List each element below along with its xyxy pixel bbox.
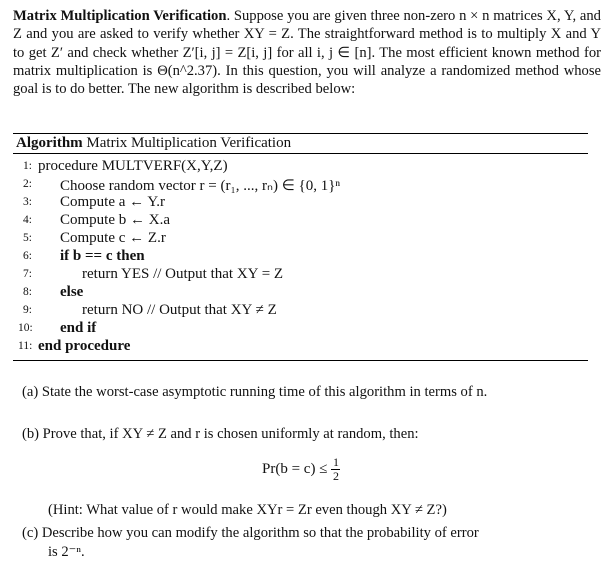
line-code: Compute c ← Z.r [60,230,166,246]
algorithm-header [16,135,291,152]
algorithm-bottom-rule [13,360,588,361]
problem-text: . Suppose you are given three non-zero n × n matrices X, Y, and Z and you are asked to verify whether XY = Z. The straightforward method is to multiply X and Y to get Z′ and check whether Z′[i, j] = Z[i, j] for all i, j ∈ [n]. The most efficient known method for matrix multiplication is Θ(n^2.37). In this question, you will analyze a randomized method whose goal is to do better. The new algorithm is described below: [13,8,601,98]
line-code: if b == c then [60,248,145,264]
line-code: return YES // Output that XY = Z [82,266,284,282]
fraction-one-half [331,456,340,483]
line-number: 7: [23,268,32,280]
problem-intro [13,7,601,98]
line-code: procedure MULTVERF(X,Y,Z) [38,158,228,174]
question-b: (b) Prove that, if XY ≠ Z and r is chosen uniformly at random, then: [22,426,419,442]
line-code: Choose random vector r = (r₁, ..., rₙ) ∈ {0, 1}ⁿ [60,178,341,194]
question-b-hint: (Hint: What value of r would make XYr = Zr even though XY ≠ Z?) [48,502,447,518]
question-a: (a) State the worst-case asymptotic running time of this algorithm in terms of n. [22,384,488,400]
algorithm-label: Algorithm [16,135,83,151]
line-number: 5: [23,232,32,244]
line-number: 3: [23,196,32,208]
problem-title: Matrix Multiplication Verification [13,8,227,24]
line-number: 9: [23,304,32,316]
probability-formula [262,456,340,483]
fraction-numerator: 1 [332,455,339,469]
line-code: Compute b ← X.a [60,212,170,228]
line-number: 10: [18,322,33,334]
line-number: 8: [23,286,32,298]
line-code: Compute a ← Y.r [60,194,165,210]
algorithm-top-rule [13,133,588,134]
line-number: 4: [23,214,32,226]
line-number: 11: [18,340,33,352]
algorithm-name: Matrix Multiplication Verification [86,135,292,151]
fraction-denominator: 2 [332,469,339,483]
question-c-line1: (c) Describe how you can modify the algorithm so that the probability of error [22,525,479,541]
line-number: 6: [23,250,32,262]
line-code: else [60,284,84,300]
line-code: end if [60,320,97,336]
line-number: 1: [23,160,32,172]
line-number: 2: [23,178,32,190]
algorithm-header-rule [13,153,588,154]
question-c-line2: is 2⁻ⁿ. [48,544,85,560]
line-code: end procedure [38,338,131,354]
line-code: return NO // Output that XY ≠ Z [82,302,277,318]
formula-lhs: Pr(b = c) ≤ [262,461,328,477]
